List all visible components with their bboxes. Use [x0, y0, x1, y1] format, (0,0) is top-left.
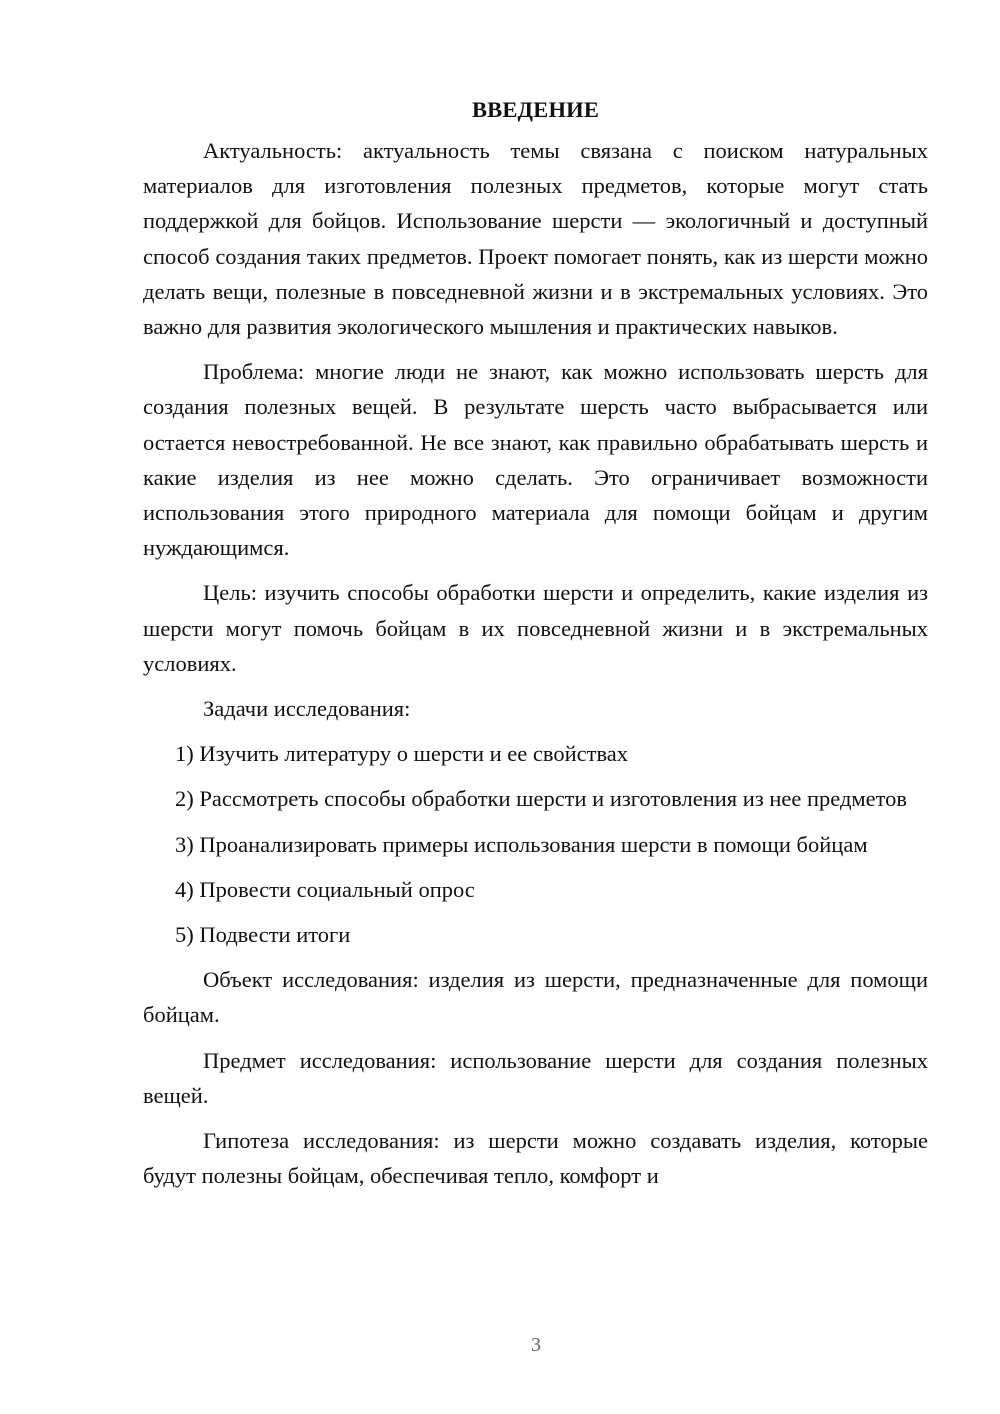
document-page	[143, 95, 928, 1203]
goal-paragraph: Цель: изучить способы обработки шерсти и определить, какие изделия из шерсти могут помочь бойцам в их повседневной жизни и в экстремальных условиях.	[143, 580, 928, 676]
page-number: 3	[531, 1334, 541, 1356]
relevance-paragraph: Актуальность: актуальность темы связана с поиском натуральных материалов для изготовления полезных предметов, которые могут стать поддержкой для бойцов. Использование шерсти — экологичный и доступный способ создания таких предметов. Проект помогает понять, как из шерсти можно делать вещи, полезные в повседневной жизни и в экстремальных условиях. Это важно для развития экологического мышления и практических навыков.	[143, 138, 928, 340]
section-heading: ВВЕДЕНИЕ	[471, 97, 600, 122]
task-item-2: 2) Рассмотреть способы обработки шерсти и изготовления из нее предметов	[175, 786, 908, 812]
object-paragraph: Объект исследования: изделия из шерсти, предназначенные для помощи бойцам.	[143, 967, 928, 1028]
task-item-5: 5) Подвести итоги	[175, 922, 351, 948]
subject-paragraph: Предмет исследования: использование шерсти для создания полезных вещей.	[143, 1047, 928, 1108]
task-item-4: 4) Провести социальный опрос	[175, 876, 475, 902]
task-item-3: 3) Проанализировать примеры использования шерсти в помощи бойцам	[175, 831, 868, 857]
hypothesis-paragraph: Гипотеза исследования: из шерсти можно создавать изделия, которые будут полезны бойцам, обеспечивая тепло, комфорт и	[143, 1128, 928, 1189]
task-item-1: 1) Изучить литературу о шерсти и ее свойствах	[175, 741, 629, 767]
problem-paragraph: Проблема: многие люди не знают, как можно использовать шерсть для создания полезных вещей. В результате шерсть часто выбрасывается или остается невостребованной. Не все знают, как правильно обрабатывать шерсть и какие изделия из нее можно сделать. Это ограничивает возможности использования этого природного материала для помощи бойцам и другим нуждающимся.	[143, 359, 928, 561]
tasks-title: Задачи исследования:	[203, 696, 411, 722]
